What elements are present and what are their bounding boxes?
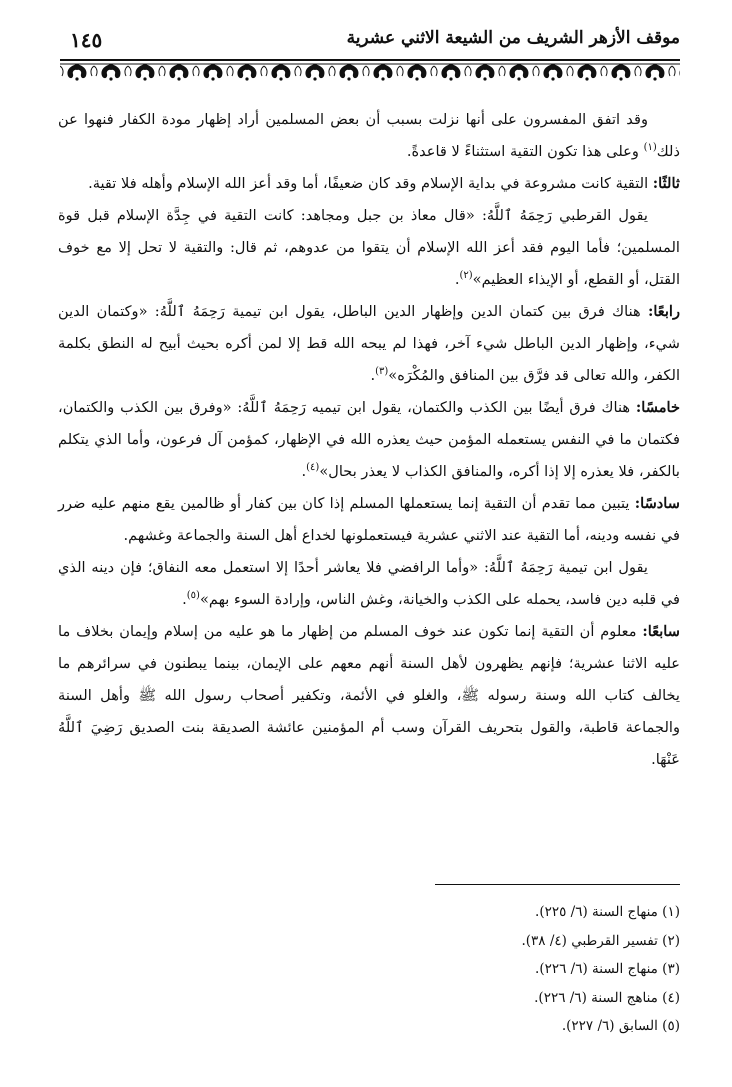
footnote-ref-4[interactable]: (٤) (306, 462, 320, 474)
footnote-2: (٢) تفسير القرطبي (٤/ ٣٨). (521, 932, 680, 949)
paragraph-3: يقول القرطبي رَحِمَهُ ٱللَّهُ: «قال معاذ بن جبل ومجاهد: كانت التقية في جِدَّة الإسلام قبل قوة المسلمين؛ فأما اليوم فقد أعز الله الإسلام أن يتقوا من عدوهم، ثم قال: والتقية لا تحل إلا مع خوف القتل، أو القطع، أو الإيذاء العظيم»$^{(٢)}$. (58, 207, 680, 288)
paragraph-2: ثالثًا: التقية كانت مشروعة في بداية الإسلام وقد كان ضعيفًا، أما وقد أعز الله الإسلام وأهله فلا تقية. (88, 175, 680, 192)
running-title: موقف الأزهر الشريف من الشيعة الاثني عشرية (346, 28, 680, 48)
page-header (60, 22, 680, 80)
footnote-5: (٥) السابق (٦/ ٢٢٧). (561, 1018, 680, 1034)
footnote-3: (٣) منهاج السنة (٦/ ٢٢٦). (535, 961, 680, 977)
paragraph-5: خامسًا: هناك فرق أيضًا بين الكذب والكتمان، يقول ابن تيميه رَحِمَهُ ٱللَّهُ: «وفرق بين الكذب والكتمان، فكتمان ما في النفس يستعمله المؤمن حيث يعذره الله في الإظهار، كمؤمن آل فرعون، وأما الذي يتكلم بالكفر، فلا يعذره إلا إذا أكره، والمنافق الكذاب لا يعذر بحال»$^{(٤)}$. (58, 399, 680, 480)
footnote-divider (435, 884, 680, 885)
footnote-ref-2[interactable]: (٢) (459, 270, 473, 282)
footnote-ref-5[interactable]: (٥) (186, 590, 200, 602)
paragraph-1: وقد اتفق المفسرون على أنها نزلت بسبب أن بعض المسلمين أراد إظهار مودة الكفار فنهوا عن ذلك$^{(١)}$ وعلى هذا تكون التقية استثناءً لا قاعدةً. (58, 111, 680, 160)
ornamental-border-icon (60, 56, 680, 82)
paragraph-6: سادسًا: يتبين مما تقدم أن التقية إنما يستعملها المسلم إذا كان بين كفار أو ظالمين يقع منهم عليه ضرر في نفسه ودينه، أما التقية عند الاثني عشرية فيستعملونها لخداع أهل السنة والجماعة وغشهم. (58, 495, 680, 544)
footnote-ref-1[interactable]: (١) (643, 142, 657, 154)
paragraph-7: يقول ابن تيمية رَحِمَهُ ٱللَّهُ: «وأما الرافضي فلا يعاشر أحدًا إلا استعمل معه النفاق؛ فإن دينه الذي في قلبه دين فاسد، يحمله على الكذب والخيانة، وغش الناس، وإرادة السوء بهم»$^{(٥)}$. (58, 559, 680, 608)
page-number: ١٤٥ (70, 28, 103, 52)
page-body (58, 104, 680, 776)
footnote-4: (٤) مناهج السنة (٦/ ٢٢٦). (534, 989, 680, 1006)
paragraph-8: سابعًا: معلوم أن التقية إنما تكون عند خوف المسلم من إظهار ما هو عليه من إسلام وإيمان بخلاف ما عليه الاثنا عشرية؛ فإنهم يظهرون لأهل السنة أنهم معهم على الإيمان، بينما يبطنون في سرائرهم ما يخالف كتاب الله وسنة رسوله ﷺ، والغلو في الأئمة، وتكفير أصحاب رسول الله ﷺ وأهل السنة والجماعة قاطبة، والقول بتحريف القرآن وسب أم المؤمنين عائشة الصديقة بنت الصديق رَضِيَ ٱللَّهُ عَنْهَا. (58, 623, 680, 768)
paragraph-4: رابعًا: هناك فرق بين كتمان الدين وإظهار الدين الباطل، يقول ابن تيمية رَحِمَهُ ٱللَّهُ: «وكتمان الدين شيء، وإظهار الدين الباطل شيء آخر، فهذا لم يبحه الله قط إلا لمن أكره بحيث أبيح له النطق بكلمة الكفر، والله تعالى قد فرَّق بين المنافق والمُكْرَه»$^{(٣)}$. (58, 303, 680, 384)
footnotes (300, 898, 680, 1041)
footnote-1: (١) منهاج السنة (٦/ ٢٢٥). (535, 904, 680, 920)
footnote-ref-3[interactable]: (٣) (375, 366, 389, 378)
